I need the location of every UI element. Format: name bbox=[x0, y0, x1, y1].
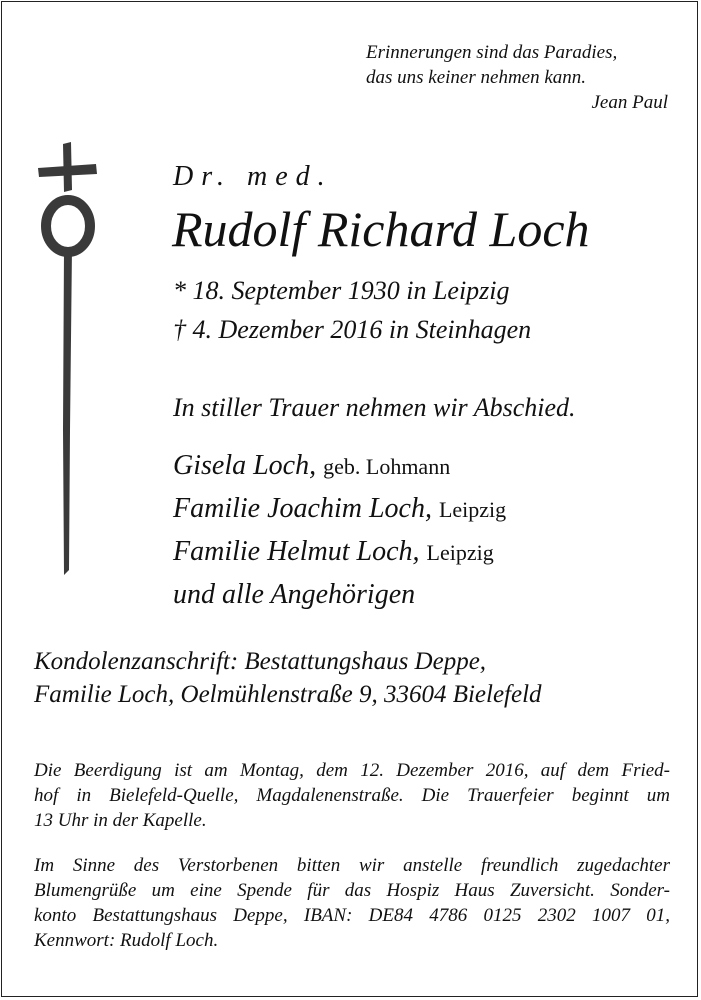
funeral-paragraph bbox=[34, 758, 670, 833]
cross-shaft bbox=[63, 247, 72, 575]
donation-line: konto Bestattungshaus Deppe, IBAN: DE84 4786 0125 2302 1007 01, bbox=[34, 905, 670, 926]
donation-line: Blumengrüße um eine Spende für das Hospiz Haus Zuversicht. Sonder- bbox=[34, 880, 670, 901]
epigraph-quote bbox=[366, 40, 668, 115]
funeral-line: 13 Uhr in der Kapelle. bbox=[34, 810, 207, 831]
mourner-name: und alle Angehörigen bbox=[173, 579, 416, 610]
donation-line: Im Sinne des Verstorbenen bitten wir anstelle freundlich zugedachter bbox=[34, 855, 670, 876]
condolence-line: Familie Loch, Oelmühlenstraße 9, 33604 Bielefeld bbox=[34, 681, 542, 708]
cross-with-ring-icon bbox=[26, 130, 106, 600]
mourner-name: Familie Joachim Loch, bbox=[173, 493, 432, 524]
mourner-name: Familie Helmut Loch, bbox=[173, 536, 420, 567]
mourner-entry bbox=[173, 445, 506, 488]
funeral-line: Die Beerdigung ist am Montag, dem 12. Dezember 2016, auf dem Fried- bbox=[34, 760, 670, 781]
donation-paragraph bbox=[34, 853, 670, 953]
deceased-name: Rudolf Richard Loch bbox=[172, 201, 590, 257]
mourner-entry bbox=[173, 531, 506, 574]
condolence-address bbox=[34, 645, 542, 711]
mourners-list bbox=[173, 445, 506, 616]
mourner-note: Leipzig bbox=[426, 540, 494, 565]
birth-line: * 18. September 1930 in Leipzig bbox=[173, 276, 510, 305]
death-line: † 4. Dezember 2016 in Steinhagen bbox=[173, 315, 532, 344]
quote-line: das uns keiner nehmen kann. bbox=[366, 67, 587, 88]
mourner-note: geb. Lohmann bbox=[323, 454, 451, 479]
mourner-name: Gisela Loch, bbox=[173, 450, 317, 481]
mourner-entry bbox=[173, 488, 506, 531]
academic-title: Dr. med. bbox=[173, 161, 333, 192]
farewell-line: In stiller Trauer nehmen wir Abschied. bbox=[173, 393, 576, 422]
condolence-line: Kondolenzanschrift: Bestattungshaus Deppe, bbox=[34, 648, 487, 675]
funeral-line: hof in Bielefeld-Quelle, Magdalenenstraße. Die Trauerfeier beginnt um bbox=[34, 785, 670, 806]
quote-line: Erinnerungen sind das Paradies, bbox=[366, 42, 618, 63]
quote-author: Jean Paul bbox=[591, 92, 668, 113]
mourner-note: Leipzig bbox=[438, 497, 507, 522]
mourner-entry bbox=[173, 574, 506, 616]
cross-ring bbox=[46, 200, 90, 252]
donation-line: Kennwort: Rudolf Loch. bbox=[34, 930, 219, 951]
